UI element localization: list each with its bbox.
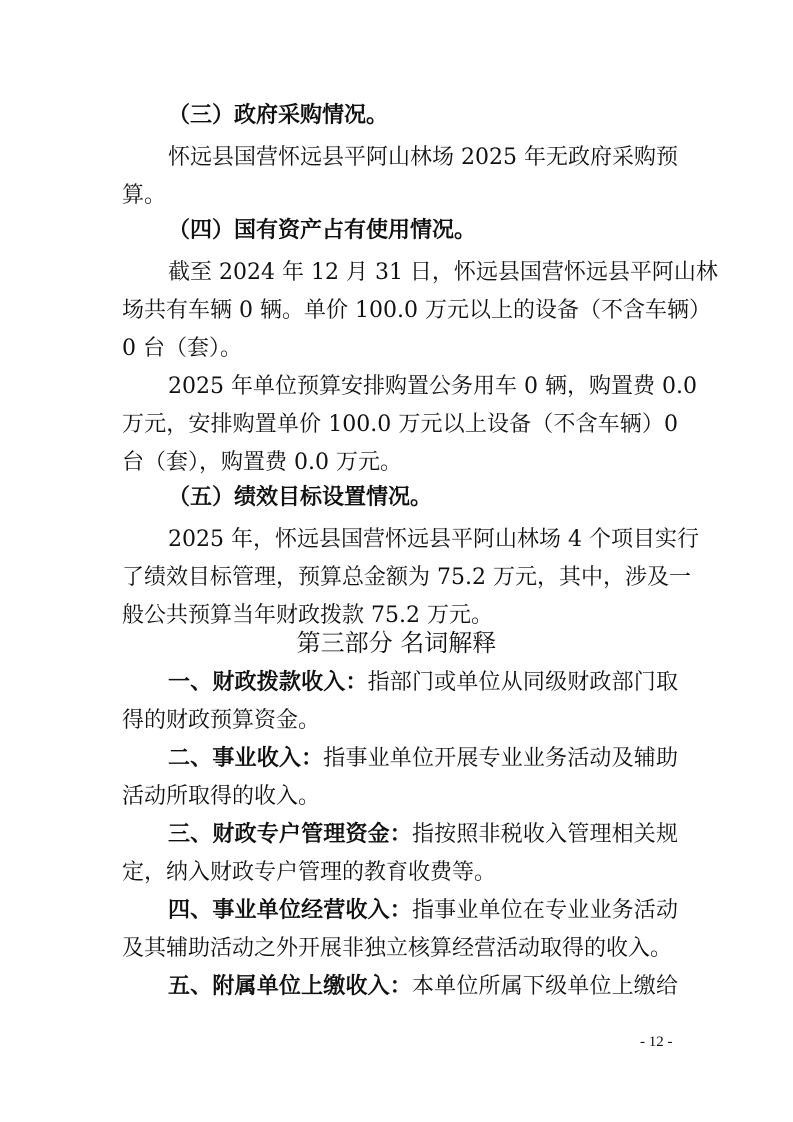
paragraph-line: 万元，安排购置单价 100.0 万元以上设备（不含车辆）0 (122, 412, 678, 437)
paragraph-line: 般公共预算当年财政拨款 75.2 万元。 (122, 603, 493, 628)
paragraph-line: 算。 (122, 183, 167, 208)
definition-term: 二、事业收入： (168, 746, 324, 771)
definition-text: 本单位所属下级单位上缴给 (412, 974, 678, 999)
definition-term: 四、事业单位经营收入： (168, 898, 412, 923)
paragraph-line: 2025 年单位预算安排购置公务用车 0 辆，购置费 0.0 (168, 374, 697, 399)
paragraph-line: 怀远县国营怀远县平阿山林场 2025 年无政府采购预 (168, 145, 678, 170)
definition-text: 指事业单位在专业业务活动 (412, 898, 678, 923)
paragraph-line: 得的财政预算资金。 (122, 708, 321, 733)
definition-text: 指部门或单位从同级财政部门取 (367, 670, 678, 695)
paragraph-line: 台（套），购置费 0.0 万元。 (122, 450, 402, 475)
definition-term: 三、财政专户管理资金： (168, 822, 412, 847)
definition-text: 指按照非税收入管理相关规 (412, 822, 678, 847)
definition-item (168, 744, 678, 774)
definition-item (168, 820, 678, 850)
paragraph-line: 2025 年，怀远县国营怀远县平阿山林场 4 个项目实行 (168, 527, 699, 552)
definition-term: 一、财政拨款收入： (168, 670, 368, 695)
paragraph-line: 0 台（套）。 (122, 336, 242, 361)
paragraph-line: 定，纳入财政专户管理的教育收费等。 (122, 860, 497, 885)
part-three-title: 第三部分 名词解释 (296, 629, 497, 657)
definition-item (168, 972, 678, 1002)
page-number: - 12 - (640, 1034, 673, 1050)
section-heading-state-assets: （四）国有资产占有使用情况。 (168, 218, 477, 243)
section-heading-government-procurement: （三）政府采购情况。 (168, 103, 389, 128)
paragraph-line: 截至 2024 年 12 月 31 日，怀远县国营怀远县平阿山林 (168, 260, 718, 285)
paragraph-line: 活动所取得的收入。 (122, 784, 321, 809)
paragraph-line: 场共有车辆 0 辆。单价 100.0 万元以上的设备（不含车辆） (122, 298, 711, 323)
definition-item (168, 668, 678, 698)
definition-term: 五、附属单位上缴收入： (168, 974, 412, 999)
paragraph-line: 了绩效目标管理，预算总金额为 75.2 万元，其中，涉及一 (122, 565, 691, 590)
section-heading-performance-targets: （五）绩效目标设置情况。 (168, 485, 433, 510)
definition-item (168, 896, 678, 926)
paragraph-line: 及其辅助活动之外开展非独立核算经营活动取得的收入。 (122, 936, 673, 961)
definition-text: 指事业单位开展专业业务活动及辅助 (323, 746, 678, 771)
